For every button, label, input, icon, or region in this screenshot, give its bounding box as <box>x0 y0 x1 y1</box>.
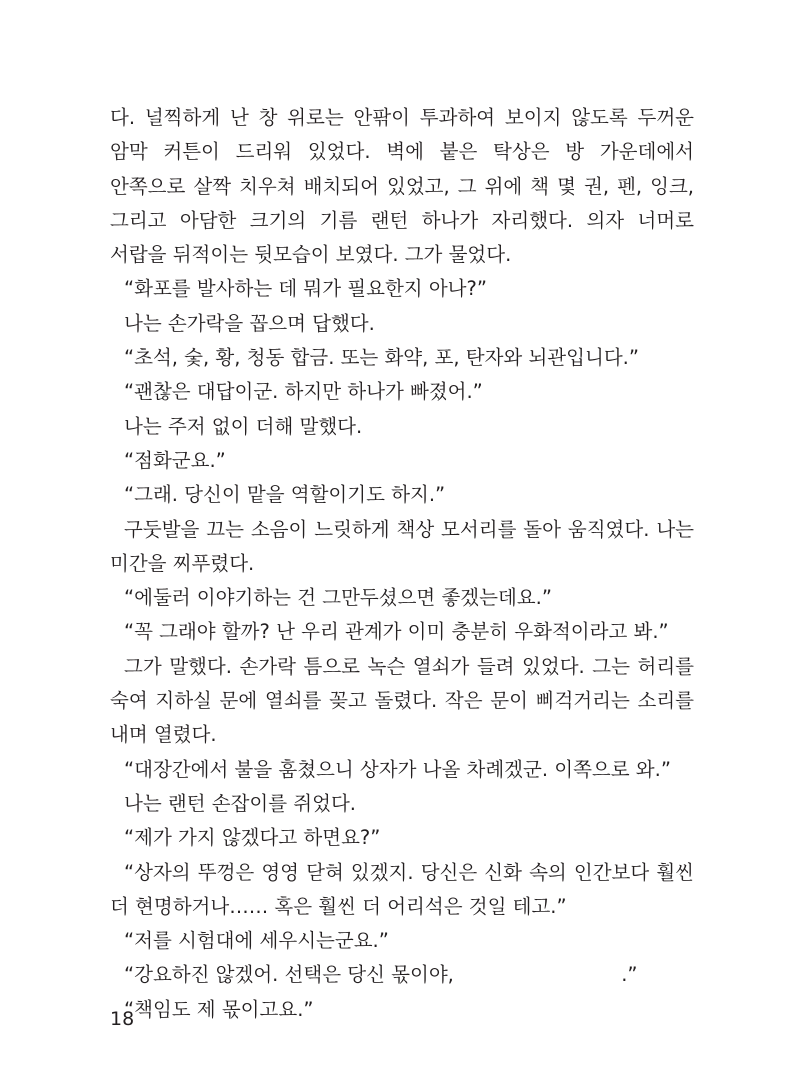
body-text <box>110 101 694 1027</box>
paragraph-16: “상자의 뚜껑은 영영 닫혀 있겠지. 당신은 신화 속의 인간보다 훨씬 더 현명하거나…… 혹은 훨씬 더 어리석은 것일 테고.” <box>110 860 694 918</box>
paragraph-13: “대장간에서 불을 훔쳤으니 상자가 나올 차례겠군. 이쪽으로 와.” <box>124 757 671 781</box>
paragraph-8: “그래. 당신이 맡을 역할이기도 하지.” <box>124 483 446 507</box>
paragraph-12: 그가 말했다. 손가락 틈으로 녹슨 열쇠가 들려 있었다. 그는 허리를 숙여 지하실 문에 열쇠를 꽂고 돌렸다. 작은 문이 삐걱거리는 소리를 내며 열렸다. <box>110 654 694 747</box>
paragraph-18: “강요하진 않겠어. 선택은 당신 몫이야, .” <box>124 963 638 987</box>
paragraph-10: “에둘러 이야기하는 건 그만두셨으면 좋겠는데요.” <box>124 586 552 610</box>
paragraph-6: 나는 주저 없이 더해 말했다. <box>124 414 363 438</box>
paragraph-11: “꼭 그래야 할까? 난 우리 관계가 이미 충분히 우화적이라고 봐.” <box>124 620 669 644</box>
paragraph-9: 구둣발을 끄는 소음이 느릿하게 책상 모서리를 돌아 움직였다. 나는 미간을 찌푸렸다. <box>110 517 694 575</box>
paragraph-15: “제가 가지 않겠다고 하면요?” <box>124 826 381 850</box>
paragraph-14: 나는 랜턴 손잡이를 쥐었다. <box>124 791 357 815</box>
paragraph-19: “책임도 제 몫이고요.” <box>124 997 314 1021</box>
paragraph-7: “점화군요.” <box>124 448 226 472</box>
paragraph-4: “초석, 숯, 황, 청동 합금. 또는 화약, 포, 탄자와 뇌관입니다.” <box>124 346 639 370</box>
paragraph-5: “괜찮은 대답이군. 하지만 하나가 빠졌어.” <box>124 380 483 404</box>
page-number: 18 <box>110 1008 135 1030</box>
paragraph-1: 다. 널찍하게 난 창 위로는 안팎이 투과하여 보이지 않도록 두꺼운 암막 커튼이 드리워 있었다. 벽에 붙은 탁상은 방 가운데에서 안쪽으로 살짝 치우쳐 배치되어 있었고, 그 위에 책 몇 권, 펜, 잉크, 그리고 아담한 크기의 기름 랜턴 하나가 자리했다. 의자 너머로 서랍을 뒤적이는 뒷모습이 보였다. 그가 물었다. <box>110 106 694 267</box>
paragraph-2: “화포를 발사하는 데 뭐가 필요한지 아나?” <box>124 277 487 301</box>
paragraph-17: “저를 시험대에 세우시는군요.” <box>124 929 389 953</box>
paragraph-3: 나는 손가락을 꼽으며 답했다. <box>124 311 375 335</box>
